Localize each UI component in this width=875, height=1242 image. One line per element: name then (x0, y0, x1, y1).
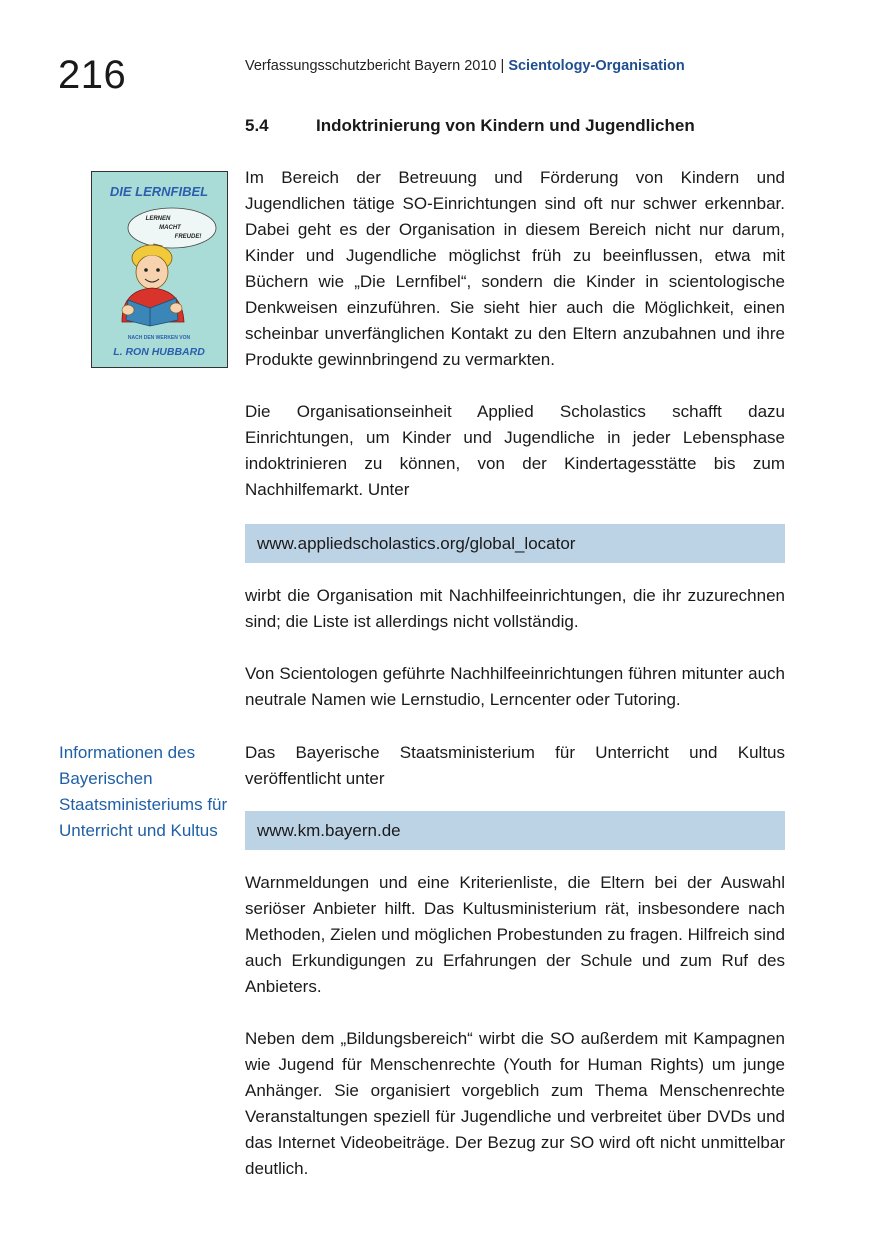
section-number: 5.4 (245, 116, 269, 135)
paragraph-applied-scholastics: Die Organisationseinheit Applied Scholastics schafft dazu Einrichtungen, um Kinder und Jugendliche in jeder Lebensphase indoktrinieren zu können, von der Kindertagesstätte bis zum Nachhilfemarkt. Unter (245, 402, 785, 499)
bubble-line-1: LERNEN (145, 216, 171, 222)
paragraph-ministry: Das Bayerische Staatsministerium für Unterricht und Kultus veröffentlicht unter (245, 743, 785, 788)
url-box-applied-scholastics (245, 524, 785, 563)
paragraph-youth-human-rights: Neben dem „Bildungsbereich“ wirbt die SO außerdem mit Kampagnen wie Jugend für Menschenrechte (Youth for Human Rights) um junge Anhänger. Sie organisiert vorgeblich zum Thema Menschenrechte Veranstaltungen speziell für Jugendliche und verbreitet über DVDs und das Internet Videobeiträge. Der Bezug zur SO wird oft nicht unmittelbar deutlich. (245, 1029, 785, 1178)
book-cover-image (91, 171, 228, 368)
running-head (245, 57, 685, 75)
paragraph-neutral-names: Von Scientologen geführte Nachhilfeeinrichtungen führen mitunter auch neutrale Namen wie Lernstudio, Lerncenter oder Tutoring. (245, 664, 785, 709)
bubble-line-3: FREUDE! (174, 234, 202, 240)
url-km-bayern[interactable]: www.km.bayern.de (257, 821, 401, 840)
bubble-line-2: MACHT (159, 225, 181, 231)
book-cover-small-text: NACH DEN WERKEN VON (127, 335, 191, 341)
book-cover-title: DIE LERNFIBEL (109, 184, 209, 199)
url-box-km-bayern (245, 811, 785, 850)
url-applied-scholastics[interactable]: www.appliedscholastics.org/global_locator (257, 534, 576, 553)
running-section: Scientology-Organisation (508, 58, 685, 74)
paragraph-nachhilfe-list: wirbt die Organisation mit Nachhilfeeinrichtungen, die ihr zuzurechnen sind; die Liste ist allerdings nicht vollständig. (245, 586, 785, 631)
page-number: 216 (58, 53, 127, 97)
running-title: Verfassungsschutzbericht Bayern 2010 | (245, 58, 509, 74)
sidenote-ministry-info: Informationen des Bayerischen Staatsministeriums für Unterricht und Kultus (59, 743, 228, 840)
book-cover-author: L. RON HUBBARD (113, 346, 205, 358)
paragraph-intro: Im Bereich der Betreuung und Förderung von Kindern und Jugendlichen tätige SO-Einrichtungen sind oft nur schwer erkennbar. Dabei geht es der Organisation in diesem Bereich nicht nur darum, Kinder und Jugendliche möglichst früh zu beeinflussen, etwa mit Büchern wie „Die Lernfibel“, sondern die Kinder in scientologische Denkweisen einzuführen. Sie sieht hier auch die Möglichkeit, einen scheinbar unverfänglichen Kontakt zu den Eltern anzubahnen und ihre Produkte gewinnbringend zu vermarkten. (245, 168, 785, 369)
paragraph-warnings: Warnmeldungen und eine Kriterienliste, die Eltern bei der Auswahl seriöser Anbieter hilft. Das Kultusministerium rät, insbesondere nach Methoden, Zielen und möglichen Probestunden zu fragen. Hilfreich sind auch Erkundigungen zu Erfahrungen der Schule und zum Ruf des Anbieters. (245, 873, 785, 996)
section-heading (245, 116, 695, 136)
section-title: Indoktrinierung von Kindern und Jugendlichen (316, 116, 695, 135)
